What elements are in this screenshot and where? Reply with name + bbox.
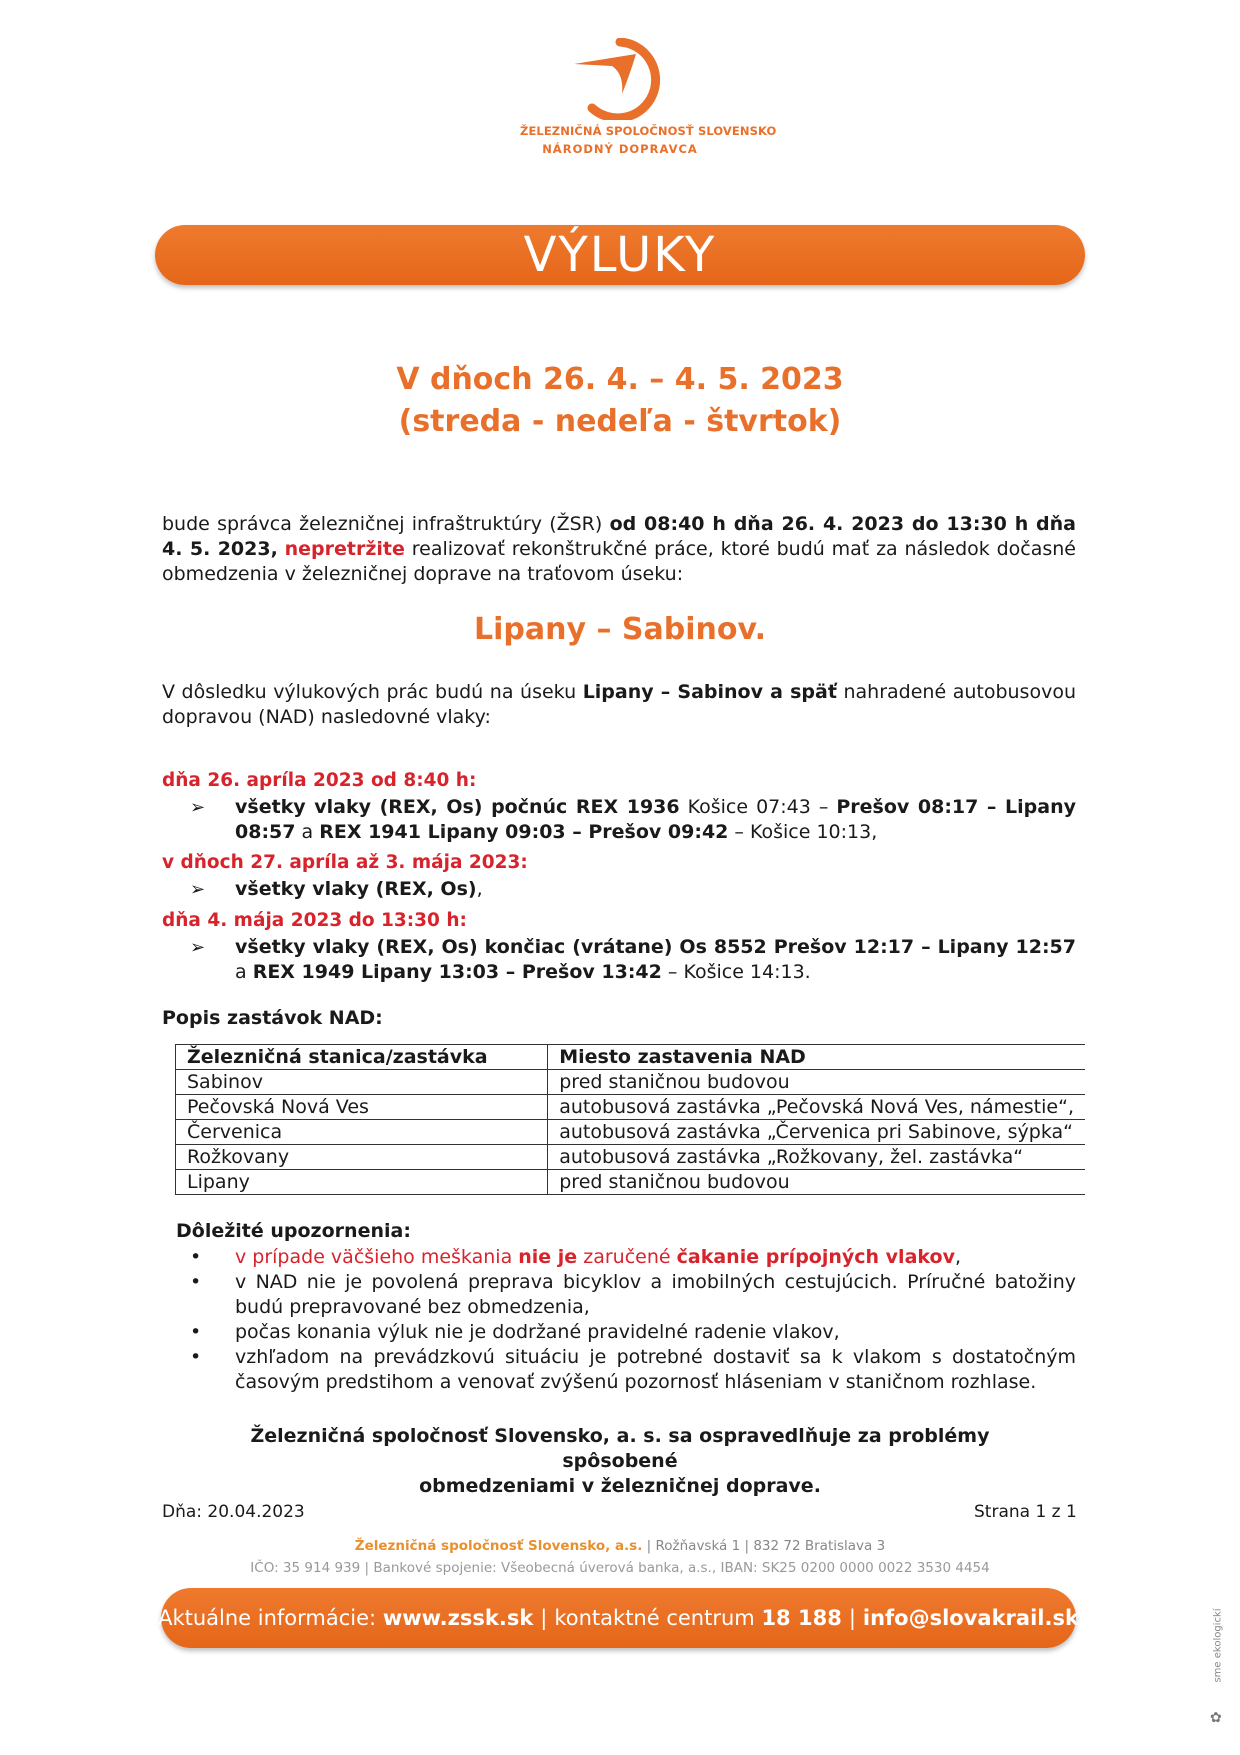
- website-link[interactable]: www.zssk.sk: [382, 1606, 534, 1630]
- weekday-range: (streda - nedeľa - štvrtok): [398, 404, 842, 439]
- table-row: [176, 1120, 1086, 1145]
- contact-phone[interactable]: 18 188: [761, 1606, 842, 1630]
- stops-title: Popis zastávok NAD:: [162, 1007, 383, 1029]
- page-number: Strana 1 z 1: [974, 1502, 1077, 1522]
- bullet-dot-icon: •: [190, 1346, 202, 1368]
- list-item: • počas konania výluk nie je dodržané pravidelné radenie vlakov,: [190, 1321, 840, 1343]
- banner-title: VÝLUKY: [523, 227, 717, 283]
- column-header: Železničná stanica/zastávka: [176, 1045, 548, 1070]
- table-row: [176, 1070, 1086, 1095]
- consequence-section: Lipany – Sabinov a späť: [582, 681, 837, 703]
- table-cell: Sabinov: [176, 1070, 548, 1095]
- bullet-dot-icon: •: [190, 1321, 202, 1343]
- table-cell: pred staničnou budovou: [548, 1170, 1085, 1195]
- logo-text-company: ŽELEZNIČNÁ SPOLOČNOSŤ SLOVENSKO: [520, 124, 777, 138]
- day-heading: dňa 26. apríla 2023 od 8:40 h:: [162, 770, 477, 791]
- title-banner: [155, 225, 1085, 285]
- intro-time-window: od 08:40 h dňa 26. 4. 2023 do 13:30 h dňa 4. 5. 2023,: [162, 513, 1077, 560]
- stops-table: [175, 1044, 1085, 1195]
- consequence-text-end: nahradené autobusovou dopravou (NAD) nasledovné vlaky:: [162, 681, 1076, 728]
- intro-text-end: realizovať rekonštrukčné práce, ktoré budú mať za následok dočasné obmedzenia v železničnej doprave na traťovom úseku:: [162, 538, 1076, 585]
- logo-emblem-icon: [572, 38, 668, 120]
- track-section: Lipany – Sabinov.: [473, 612, 766, 647]
- company-address: Železničná spoločnosť Slovensko, a.s. | Rožňavská 1 | 832 72 Bratislava 3: [354, 1538, 886, 1554]
- bullet-dot-icon: •: [190, 1246, 202, 1268]
- intro-text: bude správca železničnej infraštruktúry (ŽSR): [162, 513, 610, 535]
- email-link[interactable]: info@slovakrail.sk: [862, 1606, 1079, 1630]
- day-heading: v dňoch 27. apríla až 3. mája 2023:: [162, 852, 528, 873]
- bullet-dot-icon: •: [190, 1271, 202, 1293]
- list-item: ➢ všetky vlaky (REX, Os) končiac (vrátane) Os 8552 Prešov 12:17 – Lipany 12:57 a REX 1949 Lipany 13:03 – Prešov 13:42 – Košice 14:13.: [190, 936, 1076, 983]
- date-range: V dňoch 26. 4. – 4. 5. 2023: [396, 362, 844, 397]
- table-cell: autobusová zastávka „Pečovská Nová Ves, námestie“,: [548, 1095, 1085, 1120]
- intro-continuous: nepretržite: [284, 538, 405, 560]
- day-heading: dňa 4. mája 2023 do 13:30 h:: [162, 910, 467, 931]
- consequence-text: V dôsledku výlukových prác budú na úseku: [162, 681, 583, 703]
- table-cell: Lipany: [176, 1170, 548, 1195]
- logo-text-tagline: NÁRODNÝ DOPRAVCA: [542, 142, 698, 156]
- table-cell: autobusová zastávka „Rožkovany, žel. zastávka“: [548, 1145, 1085, 1170]
- arrow-bullet-icon: ➢: [190, 879, 206, 900]
- company-logo: [520, 38, 777, 158]
- issue-date: Dňa: 20.04.2023: [162, 1502, 305, 1522]
- table-row: [176, 1095, 1086, 1120]
- arrow-bullet-icon: ➢: [190, 797, 206, 818]
- apology-text: Železničná spoločnosť Slovensko, a. s. sa ospravedlňuje za problémy spôsobené obmedzeniami v železničnej doprave.: [250, 1425, 990, 1497]
- eco-mark: sme ekologickí ✿: [1210, 1608, 1224, 1726]
- column-header: Miesto zastavenia NAD: [548, 1045, 1085, 1070]
- list-item: • v NAD nie je povolená preprava bicyklov a imobilných cestujúcich. Príručné batožiny budú prepravované bez obmedzenia,: [190, 1271, 1076, 1318]
- footer-contact-bar: Aktuálne informácie: www.zssk.sk | kontaktné centrum 18 188 | info@slovakrail.sk: [161, 1588, 1076, 1648]
- table-row: [176, 1145, 1086, 1170]
- list-item: • vzhľadom na prevádzkovú situáciu je potrebné dostaviť sa k vlakom s dostatočným časovým predstihom a venovať zvýšenú pozornosť hláseniam v staničnom rozhlase.: [190, 1346, 1076, 1393]
- table-cell: Rožkovany: [176, 1145, 548, 1170]
- list-item: ➢ všetky vlaky (REX, Os) počnúc REX 1936 Košice 07:43 – Prešov 08:17 – Lipany 08:57 a REX 1941 Lipany 09:03 – Prešov 09:42 – Košice 10:13,: [190, 796, 1076, 843]
- notes-title: Dôležité upozornenia:: [176, 1220, 411, 1242]
- list-item: ➢ všetky vlaky (REX, Os),: [190, 878, 483, 900]
- table-row: [176, 1170, 1086, 1195]
- table-cell: pred staničnou budovou: [548, 1070, 1085, 1095]
- intro-paragraph: [162, 512, 1076, 587]
- consequence-paragraph: [162, 680, 1076, 730]
- company-registration: IČO: 35 914 939 | Bankové spojenie: Všeobecná úverová banka, a.s., IBAN: SK25 0200 0000 0022 3530 4454: [250, 1560, 990, 1576]
- table-header-row: [176, 1045, 1086, 1070]
- arrow-bullet-icon: ➢: [190, 937, 206, 958]
- table-cell: Červenica: [176, 1120, 548, 1145]
- recycle-icon: ✿: [1210, 1710, 1222, 1726]
- list-item: • v prípade väčšieho meškania nie je zaručené čakanie prípojných vlakov,: [190, 1246, 962, 1268]
- table-cell: Pečovská Nová Ves: [176, 1095, 548, 1120]
- table-cell: autobusová zastávka „Červenica pri Sabinove, sýpka“: [548, 1120, 1085, 1145]
